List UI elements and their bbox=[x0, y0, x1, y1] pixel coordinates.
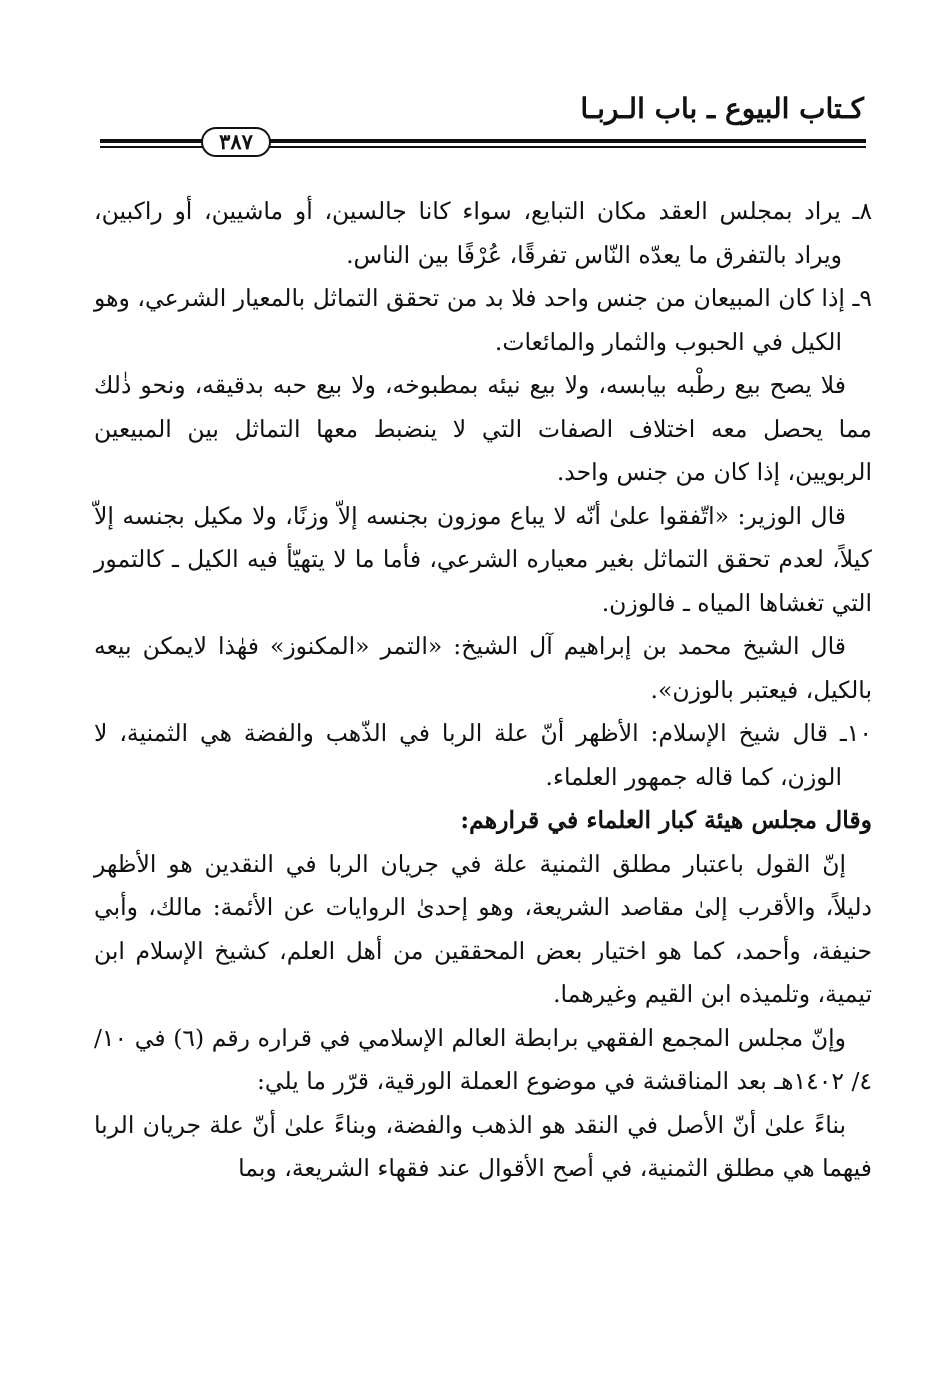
paragraph-item-10: ١٠ـ قال شيخ الإسلام: الأظهر أنّ علة الربا في الذّهب والفضة هي الثمنية، لا الوزن، كما قاله جمهور العلماء. bbox=[94, 719, 872, 791]
paragraph: بناءً علىٰ أنّ الأصل في النقد هو الذهب والفضة، وبناءً علىٰ أنّ علة جريان الربا فيهما هي مطلق الثمنية، في أصح الأقوال عند فقهاء الشريعة، وبما bbox=[94, 1110, 872, 1182]
paragraph: فلا يصح بيع رطْبه بيابسه، ولا بيع نيئه بمطبوخه، ولا بيع حبه بدقيقه، ونحو ذٰلك مما يحصل معه اختلاف الصفات التي لا ينضبط معها التماثل بين المبيعين الربويين، إذا كان من جنس واحد. bbox=[94, 371, 872, 486]
header-rule-left bbox=[100, 136, 208, 152]
paragraph-item-9: ٩ـ إذا كان المبيعان من جنس واحد فلا بد من تحقق التماثل بالمعيار الشرعي، وهو الكيل في الحبوب والثمار والمائعات. bbox=[94, 284, 872, 356]
paragraph: وإنّ مجلس المجمع الفقهي برابطة العالم الإسلامي في قراره رقم (٦) في ١٠/ ٤/ ١٤٠٢هـ بعد المناقشة في موضوع العملة الورقية، قرّر ما يلي: bbox=[94, 1023, 872, 1095]
paragraph: إنّ القول باعتبار مطلق الثمنية علة في جريان الربا في النقدين هو الأظهر دليلاً، والأقرب إلىٰ مقاصد الشريعة، وهو إحدىٰ الروايات عن الأئمة: مالك، وأبي حنيفة، وأحمد، كما هو اختيار بعض المحققين من أهل العلم، كشيخ الإسلام ابن تيمية، وتلميذه ابن القيم وغيرهما. bbox=[94, 849, 872, 1008]
section-heading: وقال مجلس هيئة كبار العلماء في قرارهم: bbox=[460, 806, 872, 834]
body-text bbox=[94, 190, 872, 1191]
header-rule-right bbox=[266, 136, 866, 152]
page-number: ٣٨٧ bbox=[201, 127, 271, 157]
paragraph-quote-sheikh: قال الشيخ محمد بن إبراهيم آل الشيخ: «التمر «المكنوز» فهٰذا لايمكن بيعه بالكيل، فيعتبر بالوزن». bbox=[94, 632, 872, 704]
paragraph-quote-wazir: قال الوزير: «اتّفقوا علىٰ أنّه لا يباع موزون بجنسه إلاّ وزنًا، ولا مكيل بجنسه إلاّ كيلاً، لعدم تحقق التماثل بغير معياره الشرعي، فأما ما لا يتهيّأ فيه الكيل ـ كالتمور التي تغشاها المياه ـ فالوزن. bbox=[94, 501, 872, 617]
running-header-title: كـتاب البيوع ـ باب الـربـا bbox=[580, 92, 864, 125]
paragraph-item-8: ٨ـ يراد بمجلس العقد مكان التبايع، سواء كانا جالسين، أو ماشيين، أو راكبين، ويراد بالتفرق ما يعدّه النّاس تفرقًا، عُرْفًا بين الناس. bbox=[94, 197, 872, 269]
